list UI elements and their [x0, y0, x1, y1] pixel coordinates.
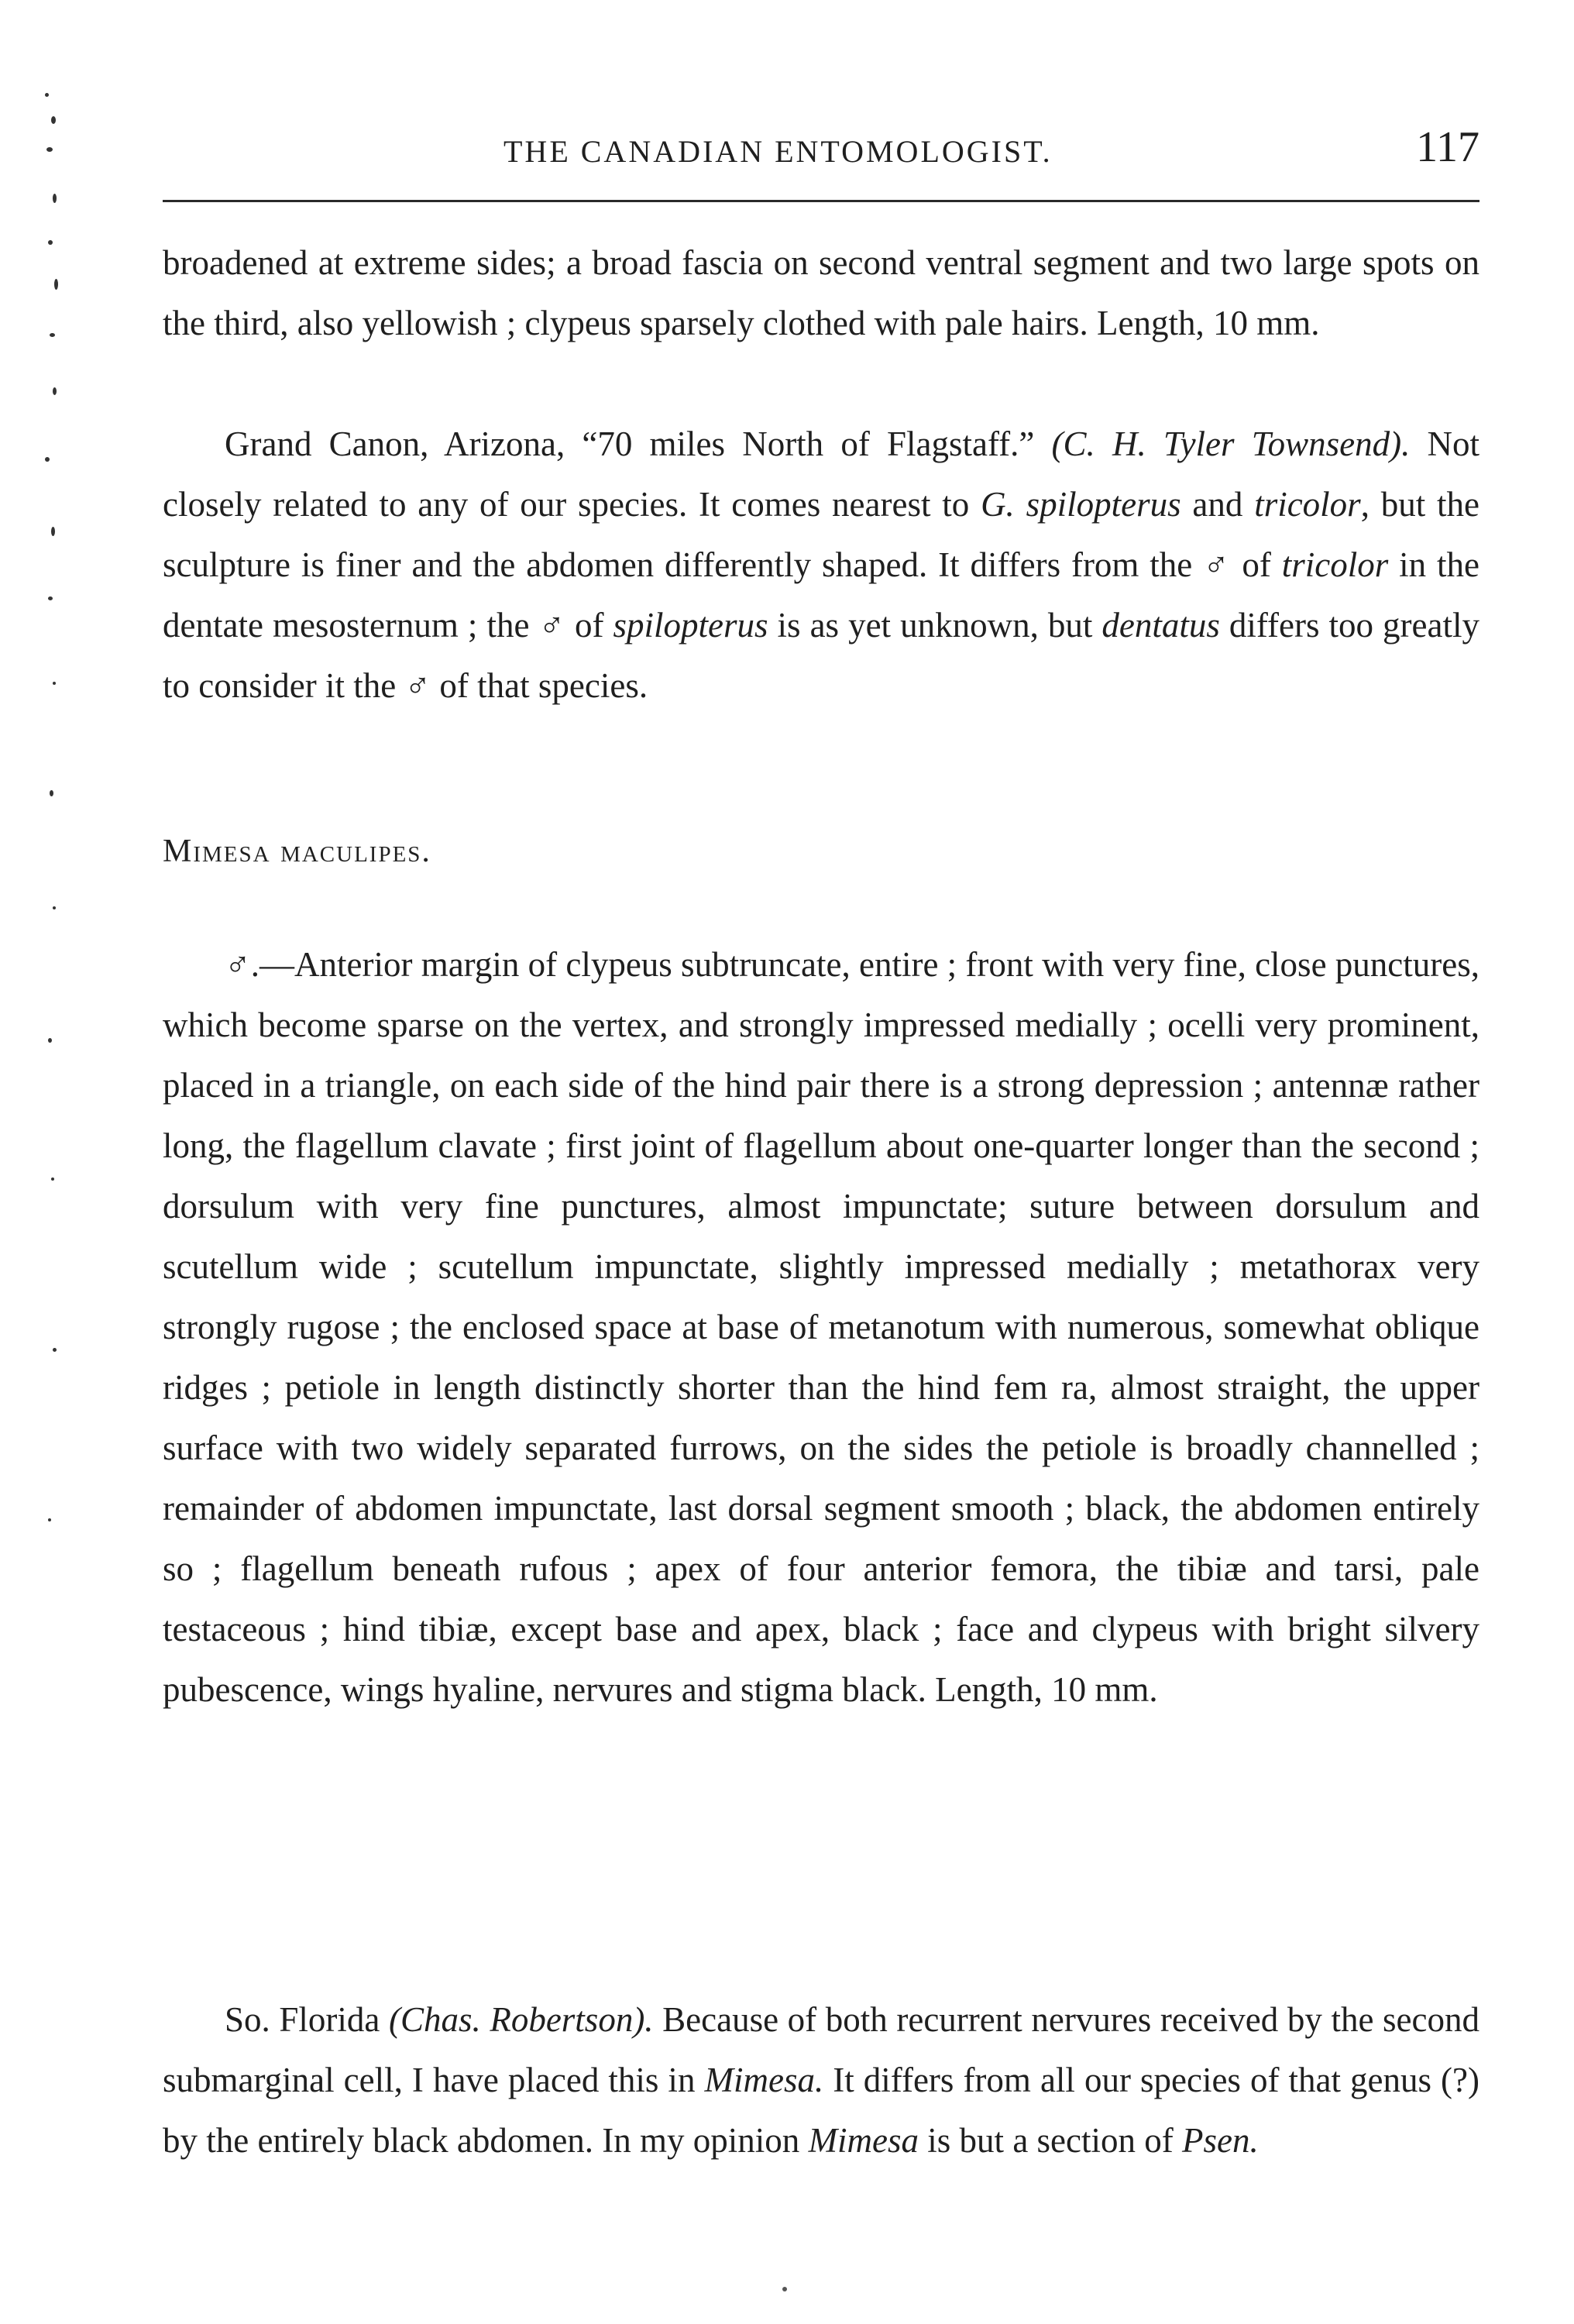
running-head [163, 122, 1479, 177]
paragraph-description [163, 934, 1479, 1720]
header-rule [163, 200, 1479, 202]
page-number: 117 [1416, 123, 1479, 171]
paragraph-text: broadened at extreme sides; a broad fascia on second ventral segment and two large spots on the third, also yellowish ; clypeus sparsely clothed with pale hairs. Length, 10 mm. [163, 243, 1479, 342]
collector-name: (C. H. Tyler Townsend). [1051, 425, 1411, 463]
paragraph-text: So. Florida (Chas. Robertson). Because of both recurrent nervures received by the second submarginal cell, I have placed this in Mimesa. It differs from all our species of that genus (?) by the entirely black abdomen. In my opinion Mimesa is but a section of Psen. [163, 2000, 1479, 2160]
species-name: dentatus [1101, 606, 1220, 645]
species-heading: Mimesa maculipes. [163, 834, 431, 869]
paragraph-text: Grand Canon, Arizona, “70 miles North of Flagstaff.” (C. H. Tyler Townsend). Not closely related to any of our species. It comes nearest to G. spilopterus and tricolor, but the sculpture is finer and the abdomen differently shaped. It differs from the ♂ of tricolor in the dentate mesosternum ; the ♂ of spilopterus is as yet unknown, but dentatus differs too greatly to consider it the ♂ of that species. [163, 425, 1480, 705]
species-name: G. spilopterus [981, 485, 1181, 524]
species-name: spilopterus [613, 606, 768, 645]
genus-name: Mimesa [808, 2121, 919, 2160]
genus-name: Psen. [1182, 2121, 1259, 2160]
paragraph-text: ♂.—Anterior margin of clypeus subtruncate, entire ; front with very fine, close punctures, which become sparse on the vertex, and strongly impressed medially ; ocelli very prominent, placed in a triangle, on each side of the hind pair there is a strong depression ; antennæ rather long, the flagellum clavate ; first joint of flagellum about one-quarter longer than the second ; dorsulum with very fine punctures, almost impunctate; suture between dorsulum and scutellum wide ; scutellum impunctate, slightly impressed medially ; metathorax very strongly rugose ; the enclosed space at base of metanotum with numerous, somewhat oblique ridges ; petiole in length distinctly shorter than the hind fem ra, almost straight, the upper surface with two widely separated furrows, on the sides the petiole is broadly channelled ; remainder of abdomen impunctate, last dorsal segment smooth ; black, the abdomen entirely so ; flagellum beneath rufous ; apex of four anterior femora, the tibiæ and tarsi, pale testaceous ; hind tibiæ, except base and apex, black ; face and clypeus with bright silvery pubescence, wings hyaline, nervures and stigma black. Length, 10 mm. [163, 945, 1479, 1709]
paragraph-continued [163, 232, 1479, 353]
binding-gutter-specks [29, 93, 76, 1565]
collector-name: (Chas. Robertson). [388, 2000, 654, 2039]
print-fleck [782, 2287, 787, 2291]
species-name: tricolor [1254, 485, 1361, 524]
species-name: tricolor [1281, 545, 1389, 584]
running-title: THE CANADIAN ENTOMOLOGIST. [503, 134, 1053, 169]
paragraph-locality [163, 414, 1479, 716]
genus-name: Mimesa. [704, 2061, 824, 2099]
paragraph-remarks [163, 1989, 1479, 2171]
